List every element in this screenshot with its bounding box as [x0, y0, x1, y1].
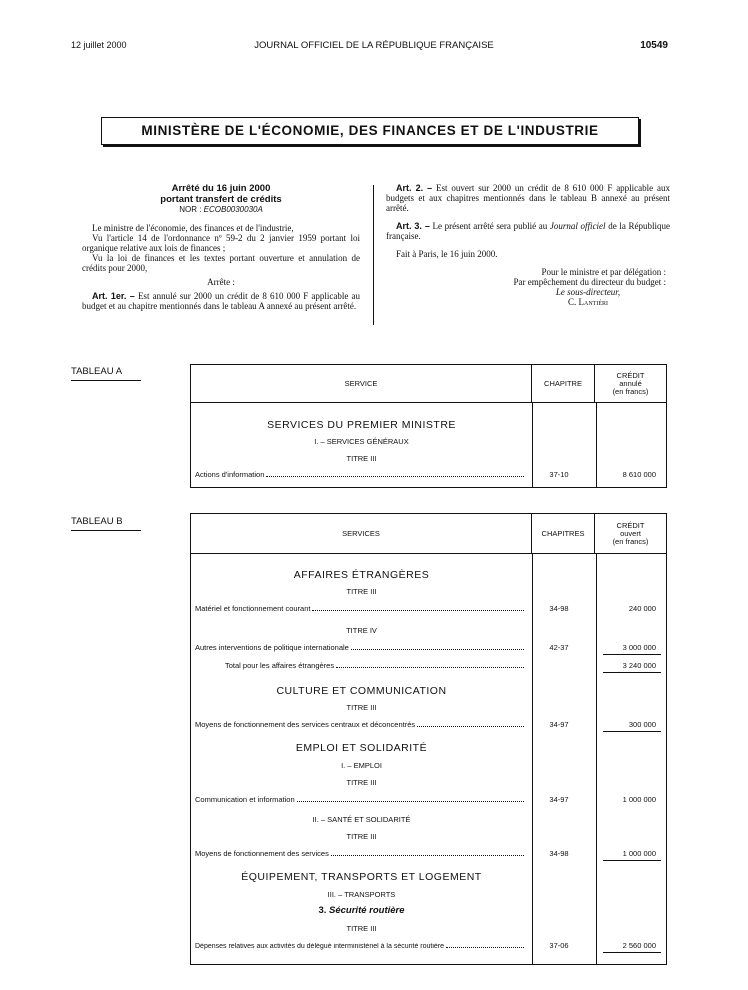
- row-label: Moyens de fonctionnement des services centraux et déconcentrés: [195, 720, 416, 729]
- row-chapter: 34-98: [549, 849, 569, 858]
- section-titre: TITRE III: [346, 703, 377, 712]
- table-row: [191, 720, 666, 729]
- article-1-text: Est annulé sur 2000 un crédit de 8 610 000 F applicable au budget et au chapitre mentionnés dans le tableau A annexé au présent arrêté.: [82, 291, 361, 311]
- tableau-b-body: [191, 554, 666, 964]
- tableau-a-header-chapitre: CHAPITRE: [532, 365, 595, 402]
- tableau-b-section-culture: CULTURE ET COMMUNICATION: [276, 685, 447, 697]
- dot-leader: [417, 726, 524, 727]
- dot-leader: [297, 801, 524, 802]
- header-journal-title: JOURNAL OFFICIEL DE LA RÉPUBLIQUE FRANÇAISE: [254, 40, 494, 51]
- article-2-text: Est ouvert sur 2000 un crédit de 8 610 000 F applicable aux budgets et aux chapitres mentionnés dans le tableau B annexé au présent arrêté.: [386, 183, 670, 213]
- row-chapter: 37-06: [549, 941, 569, 950]
- dot-leader: [446, 947, 524, 948]
- dot-leader: [336, 667, 524, 668]
- tableau-a-header: [191, 365, 666, 403]
- row-chapter: 34-97: [549, 720, 569, 729]
- amount-underline: [603, 952, 661, 953]
- article-2-label: Art. 2. –: [396, 183, 433, 193]
- section-titre: TITRE III: [346, 587, 377, 596]
- tableau-b-label: TABLEAU B: [71, 516, 141, 531]
- row-amount: 8 610 000: [622, 470, 656, 479]
- section-titre: TITRE III: [346, 832, 377, 841]
- decree-nor: [82, 205, 360, 215]
- amount-underline: [603, 731, 661, 732]
- decree-title-line1: Arrêté du 16 juin 2000: [171, 183, 271, 194]
- section-subsection: III. – TRANSPORTS: [327, 890, 396, 899]
- col-rule: [596, 554, 597, 964]
- decree-article-3: [386, 221, 670, 241]
- row-label: Communication et information: [195, 795, 295, 804]
- table-row-total: [191, 661, 666, 670]
- decree-article-1: [82, 291, 360, 311]
- decree-para-3: Vu la loi de finances et les textes portant ouverture et annulation de crédits pour 2000,: [82, 253, 360, 273]
- table-row: [191, 604, 666, 613]
- table-row: [191, 941, 666, 950]
- section-titre: TITRE IV: [346, 626, 377, 635]
- table-row: [191, 470, 666, 479]
- total-label: Total pour les affaires étrangères: [225, 661, 335, 670]
- column-divider: [373, 185, 374, 325]
- section-subsection: I. – EMPLOI: [341, 761, 382, 770]
- dot-leader: [331, 855, 524, 856]
- header-page-number: 10549: [640, 40, 668, 51]
- dot-leader: [266, 476, 524, 477]
- table-row: [191, 849, 666, 858]
- table-row: [191, 795, 666, 804]
- row-chapter: 34-97: [549, 795, 569, 804]
- tableau-b: [190, 513, 667, 965]
- row-amount: 1 000 000: [622, 795, 656, 804]
- section-titre: TITRE III: [346, 924, 377, 933]
- row-chapter: 34-98: [549, 604, 569, 613]
- section-subsection: II. – SANTÉ ET SOLIDARITÉ: [312, 815, 411, 824]
- decree-title-line2: portant transfert de crédits: [160, 194, 282, 205]
- tableau-b-header-credit: [595, 514, 666, 553]
- nor-code: ECOB0030030A: [203, 205, 263, 214]
- row-label: Actions d'information: [195, 470, 265, 479]
- credit-header-l1: CRÉDIT: [616, 520, 645, 530]
- signature-line-1: Pour le ministre et par délégation :: [541, 267, 666, 277]
- dot-leader: [312, 610, 524, 611]
- tableau-a-body: [191, 403, 666, 487]
- total-amount: 3 240 000: [622, 661, 656, 670]
- row-chapter: 42-37: [549, 643, 569, 652]
- decree-para-2: Vu l'article 14 de l'ordonnance nº 59-2 du 2 janvier 1959 portant loi organique relative aux lois de finances ;: [82, 233, 360, 253]
- tableau-b-section-affaires-etrangeres: AFFAIRES ÉTRANGÈRES: [293, 569, 430, 581]
- amount-underline: [603, 654, 661, 655]
- subsubsection-title: Sécurité routière: [329, 905, 405, 916]
- article-1-label: Art. 1er. –: [92, 291, 135, 301]
- credit-header-l3: (en francs): [612, 536, 649, 546]
- tableau-a-titre: TITRE III: [346, 454, 377, 463]
- dot-leader: [351, 649, 524, 650]
- row-label: Moyens de fonctionnement des services: [195, 849, 329, 858]
- decree-arrete: Arrête :: [207, 277, 235, 287]
- tableau-a-header-service: SERVICE: [191, 365, 532, 402]
- header-date: 12 juillet 2000: [71, 40, 127, 50]
- row-chapter: 37-10: [549, 470, 569, 479]
- col-rule: [532, 554, 533, 964]
- credit-header-l2: ouvert: [620, 528, 641, 538]
- row-label: Matériel et fonctionnement courant: [195, 604, 311, 613]
- nor-label: NOR :: [179, 205, 202, 214]
- article-3-text-a: Le présent arrêté sera publié au: [432, 221, 548, 231]
- credit-header-l3: (en francs): [612, 386, 649, 396]
- signature-line-2: Par empêchement du directeur du budget :: [513, 277, 666, 287]
- tableau-b-header-chapitres: CHAPITRES: [532, 514, 595, 553]
- ministry-banner: MINISTÈRE DE L'ÉCONOMIE, DES FINANCES ET DE L'INDUSTRIE: [101, 117, 639, 145]
- tableau-a-section: SERVICES DU PREMIER MINISTRE: [267, 419, 456, 431]
- article-3-label: Art. 3. –: [396, 221, 430, 231]
- tableau-b-section-equipement: ÉQUIPEMENT, TRANSPORTS ET LOGEMENT: [241, 871, 482, 883]
- decree-para-1: Le ministre de l'économie, des finances et de l'industrie,: [92, 223, 294, 233]
- table-row: [191, 643, 666, 652]
- article-3-journal: Journal officiel: [549, 221, 606, 231]
- signature-name: C. Lantiéri: [568, 297, 608, 307]
- tableau-a-subsection: I. – SERVICES GÉNÉRAUX: [314, 437, 409, 446]
- decree-done-at: Fait à Paris, le 16 juin 2000.: [396, 249, 498, 259]
- decree-left-column: [82, 183, 360, 311]
- decree-right-column: [386, 183, 670, 307]
- section-titre: TITRE III: [346, 778, 377, 787]
- subsubsection-number: 3.: [318, 905, 327, 916]
- tableau-b-header-services: SERVICES: [191, 514, 532, 553]
- article-3-text-b: de la République française.: [386, 221, 671, 241]
- credit-header-l1: CRÉDIT: [616, 370, 645, 380]
- row-amount: 3 000 000: [622, 643, 656, 652]
- row-amount: 2 560 000: [622, 941, 656, 950]
- tableau-b-section-emploi: EMPLOI ET SOLIDARITÉ: [295, 742, 428, 754]
- tableau-a-label: TABLEAU A: [71, 366, 141, 381]
- row-amount: 1 000 000: [622, 849, 656, 858]
- row-amount: 300 000: [628, 720, 656, 729]
- credit-header-l2: annulé: [619, 378, 642, 388]
- tableau-b-header: [191, 514, 666, 554]
- tableau-a: [190, 364, 667, 488]
- decree-article-2: [386, 183, 670, 213]
- row-label: Dépenses relatives aux activités du délégué interministériel à la sécurité routière: [195, 943, 445, 950]
- row-label: Autres interventions de politique internationale: [195, 643, 349, 652]
- amount-underline: [603, 860, 661, 861]
- signature-role: Le sous-directeur,: [555, 287, 621, 297]
- row-amount: 240 000: [628, 604, 656, 613]
- amount-underline: [603, 672, 661, 673]
- tableau-a-header-credit: [595, 365, 666, 402]
- section-subsubsection: [191, 905, 532, 916]
